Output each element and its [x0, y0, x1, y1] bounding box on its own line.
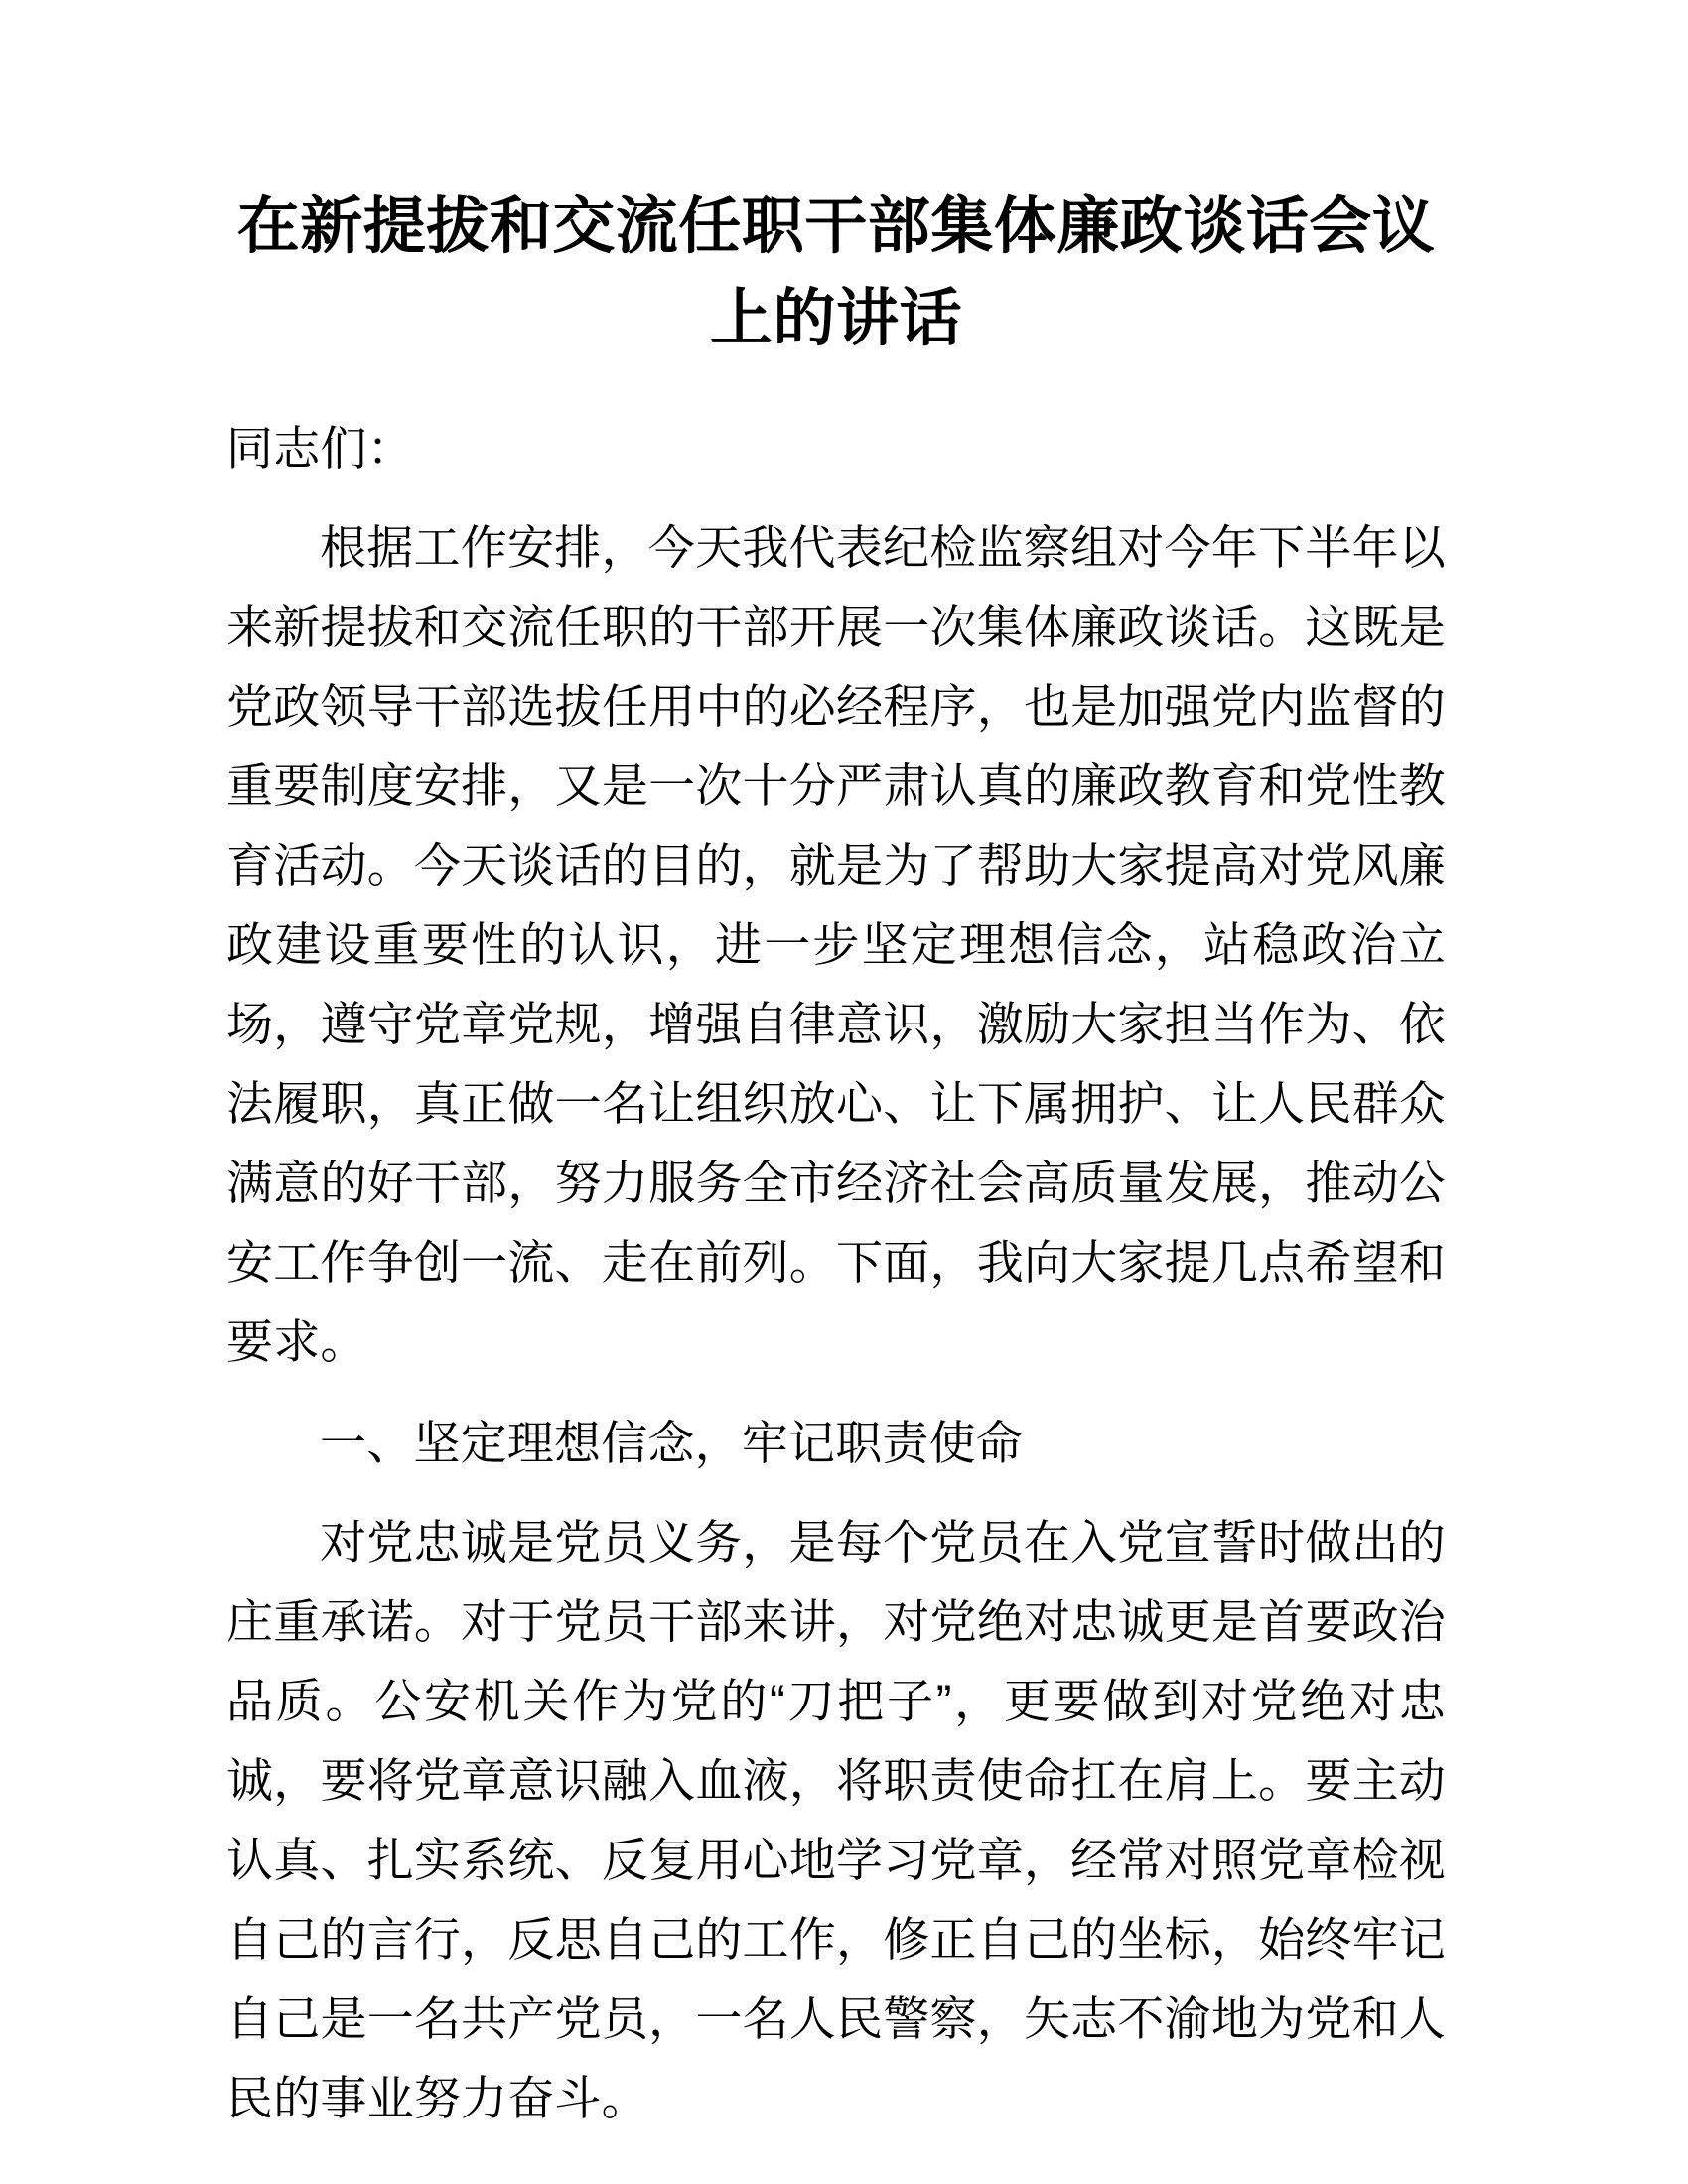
body-paragraph-2: 对党忠诚是党员义务，是每个党员在入党宣誓时做出的庄重承诺。对于党员干部来讲，对党绝对忠诚更是首要政治品质。公安机关作为党的“刀把子”，更要做到对党绝对忠诚，要将党章意识融入血液，将职责使命扛在肩上。要主动认真、扎实系统、反复用心地学习党章，经常对照党章检视自己的言行，反思自己的工作，修正自己的坐标，始终牢记自己是一名共产党员，一名人民警察，矢志不渝地为党和人民的事业努力奋斗。 [226, 1516, 1446, 2125]
document-title: 在新提拔和交流任职干部集体廉政谈话会议上的讲话 [236, 192, 1436, 354]
section-heading-1: 一、坚定理想信念，牢记职责使命 [320, 1417, 1023, 1470]
salutation-line: 同志们： [226, 422, 414, 476]
body-paragraph-1: 根据工作安排，今天我代表纪检监察组对今年下半年以来新提拔和交流任职的干部开展一次集体廉政谈话。这既是党政领导干部选拔任用中的必经程序，也是加强党内监督的重要制度安排，又是一次十分严肃认真的廉政教育和党性教育活动。今天谈话的目的，就是为了帮助大家提高对党风廉政建设重要性的认识，进一步坚定理想信念，站稳政治立场，遵守党章党规，增强自律意识，激励大家担当作为、依法履职，真正做一名让组织放心、让下属拥护、让人民群众满意的好干部，努力服务全市经济社会高质量发展，推动公安工作争创一流、走在前列。下面，我向大家提几点希望和要求。 [226, 521, 1446, 1369]
document-content [226, 0, 1446, 2138]
